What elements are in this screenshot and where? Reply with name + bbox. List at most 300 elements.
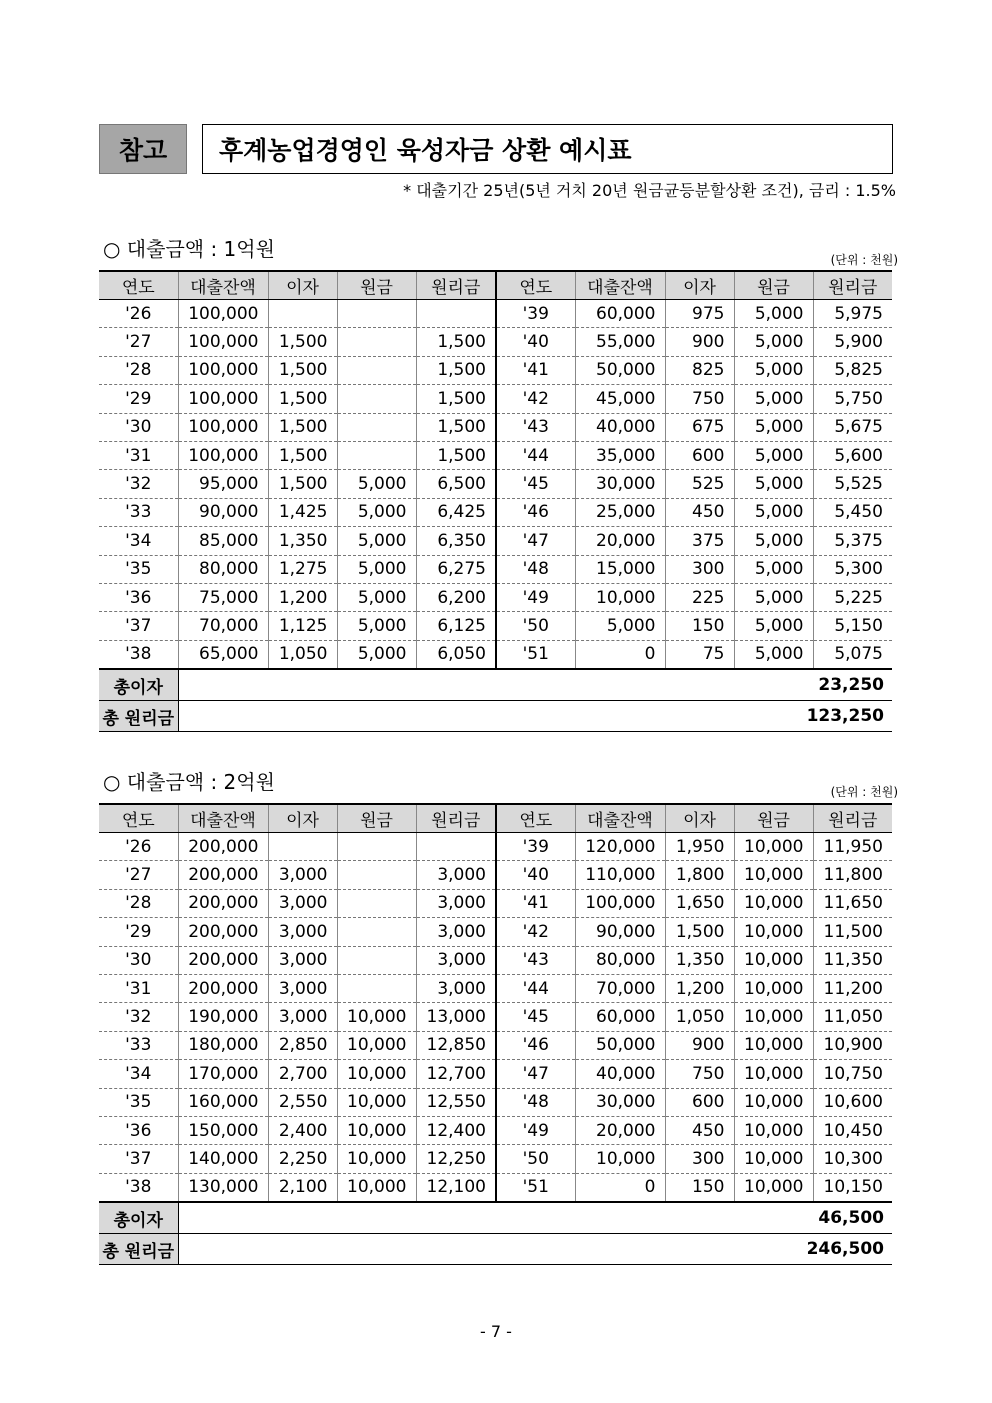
amount-cell: 90,000 xyxy=(575,918,665,946)
amount-cell xyxy=(337,918,416,946)
amount-cell: 10,000 xyxy=(337,1003,416,1031)
year-cell: '37 xyxy=(99,612,178,640)
amount-cell: 12,850 xyxy=(416,1031,496,1059)
amount-cell: 1,500 xyxy=(416,356,496,384)
year-cell: '36 xyxy=(99,1116,178,1144)
year-cell: '47 xyxy=(496,527,575,555)
amount-cell: 225 xyxy=(665,583,734,611)
amount-cell: 10,600 xyxy=(813,1088,892,1116)
amount-cell: 65,000 xyxy=(178,640,268,669)
amount-cell: 3,000 xyxy=(268,861,337,889)
year-cell: '45 xyxy=(496,470,575,498)
total-payment-label: 총 원리금 xyxy=(99,1234,178,1265)
amount-cell: 1,500 xyxy=(665,918,734,946)
amount-cell: 5,600 xyxy=(813,441,892,469)
amount-cell: 2,100 xyxy=(268,1173,337,1202)
amount-cell: 1,500 xyxy=(268,470,337,498)
amount-cell: 11,950 xyxy=(813,833,892,861)
amount-cell: 1,200 xyxy=(665,974,734,1002)
unit-label-2: (단위 : 천원) xyxy=(830,785,898,799)
amount-cell: 0 xyxy=(575,1173,665,1202)
year-cell: '48 xyxy=(496,1088,575,1116)
amount-cell: 190,000 xyxy=(178,1003,268,1031)
amount-cell: 525 xyxy=(665,470,734,498)
amount-cell: 10,000 xyxy=(337,1060,416,1088)
amount-cell: 3,000 xyxy=(268,918,337,946)
amount-cell: 5,000 xyxy=(337,498,416,526)
year-cell: '50 xyxy=(496,1145,575,1173)
amount-cell: 5,375 xyxy=(813,527,892,555)
amount-cell: 110,000 xyxy=(575,861,665,889)
column-header: 원리금 xyxy=(813,271,892,300)
amount-cell: 25,000 xyxy=(575,498,665,526)
amount-cell: 150,000 xyxy=(178,1116,268,1144)
amount-cell: 5,000 xyxy=(734,441,813,469)
amount-cell: 180,000 xyxy=(178,1031,268,1059)
year-cell: '50 xyxy=(496,612,575,640)
amount-cell: 5,750 xyxy=(813,385,892,413)
table-row xyxy=(99,1031,892,1059)
amount-cell: 11,050 xyxy=(813,1003,892,1031)
amount-cell: 10,000 xyxy=(734,974,813,1002)
year-cell: '49 xyxy=(496,583,575,611)
amount-cell xyxy=(337,328,416,356)
year-cell: '34 xyxy=(99,1060,178,1088)
amount-cell: 375 xyxy=(665,527,734,555)
amount-cell: 3,000 xyxy=(416,889,496,917)
amount-cell: 50,000 xyxy=(575,1031,665,1059)
table-row xyxy=(99,1060,892,1088)
amount-cell: 140,000 xyxy=(178,1145,268,1173)
amount-cell: 10,000 xyxy=(734,889,813,917)
year-cell: '46 xyxy=(496,1031,575,1059)
amount-cell: 11,200 xyxy=(813,974,892,1002)
amount-cell: 80,000 xyxy=(178,555,268,583)
year-cell: '38 xyxy=(99,1173,178,1202)
amount-cell xyxy=(337,833,416,861)
amount-cell: 5,000 xyxy=(575,612,665,640)
amount-cell: 975 xyxy=(665,300,734,328)
table-row xyxy=(99,413,892,441)
year-cell: '33 xyxy=(99,1031,178,1059)
amount-cell: 10,000 xyxy=(337,1173,416,1202)
amount-cell xyxy=(337,413,416,441)
amount-cell xyxy=(337,889,416,917)
amount-cell: 10,000 xyxy=(734,946,813,974)
table-row xyxy=(99,1088,892,1116)
column-header: 원리금 xyxy=(813,804,892,833)
amount-cell: 3,000 xyxy=(268,974,337,1002)
column-header: 대출잔액 xyxy=(178,804,268,833)
amount-cell: 300 xyxy=(665,555,734,583)
loan-condition-note: * 대출기간 25년(5년 거치 20년 원금균등분할상환 조건), 금리 : 1.5% xyxy=(403,181,896,200)
amount-cell: 3,000 xyxy=(268,889,337,917)
year-cell: '44 xyxy=(496,441,575,469)
amount-cell: 5,225 xyxy=(813,583,892,611)
amount-cell: 6,200 xyxy=(416,583,496,611)
amount-cell: 130,000 xyxy=(178,1173,268,1202)
amount-cell: 1,350 xyxy=(268,527,337,555)
year-cell: '42 xyxy=(496,918,575,946)
year-cell: '29 xyxy=(99,918,178,946)
amount-cell: 10,000 xyxy=(337,1116,416,1144)
year-cell: '40 xyxy=(496,861,575,889)
year-cell: '45 xyxy=(496,1003,575,1031)
amount-cell: 3,000 xyxy=(268,946,337,974)
year-cell: '27 xyxy=(99,861,178,889)
amount-cell: 35,000 xyxy=(575,441,665,469)
column-header: 원금 xyxy=(337,804,416,833)
amount-cell: 1,500 xyxy=(268,328,337,356)
amount-cell xyxy=(268,833,337,861)
amount-cell: 10,000 xyxy=(734,1145,813,1173)
year-cell: '39 xyxy=(496,300,575,328)
amount-cell: 170,000 xyxy=(178,1060,268,1088)
year-cell: '30 xyxy=(99,946,178,974)
table-row xyxy=(99,470,892,498)
column-header: 연도 xyxy=(496,804,575,833)
amount-cell: 10,900 xyxy=(813,1031,892,1059)
column-header: 원금 xyxy=(337,271,416,300)
table-row xyxy=(99,1003,892,1031)
amount-cell: 11,800 xyxy=(813,861,892,889)
amount-cell: 300 xyxy=(665,1145,734,1173)
amount-cell: 5,000 xyxy=(337,612,416,640)
year-cell: '41 xyxy=(496,356,575,384)
page-number: - 7 - xyxy=(480,1322,512,1341)
amount-cell xyxy=(337,861,416,889)
amount-cell: 12,400 xyxy=(416,1116,496,1144)
total-interest-label: 총이자 xyxy=(99,1202,178,1234)
amount-cell: 100,000 xyxy=(575,889,665,917)
column-header: 연도 xyxy=(99,804,178,833)
amount-cell: 2,400 xyxy=(268,1116,337,1144)
amount-cell: 5,000 xyxy=(734,612,813,640)
amount-cell: 10,150 xyxy=(813,1173,892,1202)
table-row xyxy=(99,918,892,946)
amount-cell: 2,550 xyxy=(268,1088,337,1116)
year-cell: '40 xyxy=(496,328,575,356)
column-header: 연도 xyxy=(99,271,178,300)
amount-cell: 5,825 xyxy=(813,356,892,384)
amount-cell: 11,650 xyxy=(813,889,892,917)
year-cell: '51 xyxy=(496,1173,575,1202)
total-interest-value: 46,500 xyxy=(178,1202,892,1234)
year-cell: '43 xyxy=(496,413,575,441)
total-payment-label: 총 원리금 xyxy=(99,701,178,732)
amount-cell: 6,500 xyxy=(416,470,496,498)
table-row xyxy=(99,612,892,640)
amount-cell: 1,500 xyxy=(268,413,337,441)
amount-cell: 5,000 xyxy=(734,385,813,413)
year-cell: '37 xyxy=(99,1145,178,1173)
table-row xyxy=(99,356,892,384)
amount-cell: 40,000 xyxy=(575,413,665,441)
year-cell: '43 xyxy=(496,946,575,974)
amount-cell: 5,150 xyxy=(813,612,892,640)
amount-cell: 200,000 xyxy=(178,889,268,917)
table-row xyxy=(99,385,892,413)
year-cell: '32 xyxy=(99,1003,178,1031)
amount-cell: 5,000 xyxy=(734,498,813,526)
amount-cell: 900 xyxy=(665,1031,734,1059)
amount-cell: 3,000 xyxy=(268,1003,337,1031)
year-cell: '30 xyxy=(99,413,178,441)
amount-cell: 5,000 xyxy=(337,470,416,498)
amount-cell xyxy=(337,356,416,384)
amount-cell: 200,000 xyxy=(178,974,268,1002)
amount-cell: 70,000 xyxy=(575,974,665,1002)
amount-cell: 50,000 xyxy=(575,356,665,384)
column-header: 이자 xyxy=(665,804,734,833)
amount-cell: 1,350 xyxy=(665,946,734,974)
year-cell: '41 xyxy=(496,889,575,917)
table-row xyxy=(99,328,892,356)
amount-cell: 5,000 xyxy=(734,328,813,356)
table-row xyxy=(99,974,892,1002)
year-cell: '28 xyxy=(99,889,178,917)
amount-cell: 75,000 xyxy=(178,583,268,611)
repayment-table-1 xyxy=(99,270,892,732)
amount-cell: 100,000 xyxy=(178,413,268,441)
amount-cell xyxy=(337,300,416,328)
year-cell: '44 xyxy=(496,974,575,1002)
year-cell: '49 xyxy=(496,1116,575,1144)
year-cell: '48 xyxy=(496,555,575,583)
amount-cell: 10,000 xyxy=(575,1145,665,1173)
section-title-1: ○ 대출금액 : 1억원 xyxy=(103,237,275,261)
amount-cell: 200,000 xyxy=(178,918,268,946)
section-title-2: ○ 대출금액 : 2억원 xyxy=(103,770,275,794)
amount-cell: 1,500 xyxy=(268,441,337,469)
total-payment-row xyxy=(99,1234,892,1265)
amount-cell: 200,000 xyxy=(178,833,268,861)
column-header: 대출잔액 xyxy=(575,804,665,833)
total-interest-label: 총이자 xyxy=(99,669,178,701)
amount-cell: 11,500 xyxy=(813,918,892,946)
amount-cell: 1,500 xyxy=(416,413,496,441)
amount-cell: 1,650 xyxy=(665,889,734,917)
amount-cell: 12,250 xyxy=(416,1145,496,1173)
amount-cell: 450 xyxy=(665,1116,734,1144)
column-header: 이자 xyxy=(268,271,337,300)
total-payment-value: 123,250 xyxy=(178,701,892,732)
amount-cell: 450 xyxy=(665,498,734,526)
amount-cell: 1,500 xyxy=(416,385,496,413)
amount-cell: 5,000 xyxy=(337,640,416,669)
repayment-table-2 xyxy=(99,803,892,1265)
amount-cell: 6,125 xyxy=(416,612,496,640)
amount-cell: 1,425 xyxy=(268,498,337,526)
amount-cell xyxy=(416,300,496,328)
amount-cell: 160,000 xyxy=(178,1088,268,1116)
year-cell: '38 xyxy=(99,640,178,669)
table-row xyxy=(99,1173,892,1202)
amount-cell: 5,000 xyxy=(337,527,416,555)
total-payment-value: 246,500 xyxy=(178,1234,892,1265)
table-row xyxy=(99,498,892,526)
table-row xyxy=(99,889,892,917)
amount-cell: 1,500 xyxy=(268,356,337,384)
amount-cell: 5,000 xyxy=(734,640,813,669)
amount-cell: 750 xyxy=(665,385,734,413)
amount-cell: 10,000 xyxy=(734,861,813,889)
amount-cell: 1,200 xyxy=(268,583,337,611)
amount-cell xyxy=(337,441,416,469)
amount-cell: 3,000 xyxy=(416,946,496,974)
amount-cell: 6,350 xyxy=(416,527,496,555)
amount-cell: 120,000 xyxy=(575,833,665,861)
amount-cell: 1,500 xyxy=(268,385,337,413)
amount-cell: 5,000 xyxy=(734,413,813,441)
table-row xyxy=(99,300,892,328)
amount-cell: 6,425 xyxy=(416,498,496,526)
amount-cell: 10,000 xyxy=(337,1031,416,1059)
table-row xyxy=(99,640,892,669)
amount-cell: 10,000 xyxy=(734,1003,813,1031)
amount-cell: 5,000 xyxy=(734,300,813,328)
amount-cell: 10,750 xyxy=(813,1060,892,1088)
year-cell: '34 xyxy=(99,527,178,555)
year-cell: '35 xyxy=(99,555,178,583)
amount-cell: 10,000 xyxy=(734,1173,813,1202)
year-cell: '26 xyxy=(99,300,178,328)
year-cell: '27 xyxy=(99,328,178,356)
year-cell: '32 xyxy=(99,470,178,498)
column-header: 이자 xyxy=(268,804,337,833)
amount-cell: 675 xyxy=(665,413,734,441)
amount-cell: 15,000 xyxy=(575,555,665,583)
table-row xyxy=(99,1145,892,1173)
column-header: 원금 xyxy=(734,804,813,833)
column-header: 대출잔액 xyxy=(178,271,268,300)
amount-cell: 100,000 xyxy=(178,441,268,469)
column-header: 대출잔액 xyxy=(575,271,665,300)
amount-cell: 10,000 xyxy=(734,1031,813,1059)
amount-cell: 10,000 xyxy=(734,918,813,946)
amount-cell: 6,275 xyxy=(416,555,496,583)
amount-cell: 6,050 xyxy=(416,640,496,669)
table-row xyxy=(99,441,892,469)
amount-cell: 75 xyxy=(665,640,734,669)
year-cell: '36 xyxy=(99,583,178,611)
amount-cell xyxy=(337,385,416,413)
amount-cell: 5,975 xyxy=(813,300,892,328)
amount-cell: 5,675 xyxy=(813,413,892,441)
year-cell: '51 xyxy=(496,640,575,669)
amount-cell: 5,300 xyxy=(813,555,892,583)
year-cell: '28 xyxy=(99,356,178,384)
year-cell: '35 xyxy=(99,1088,178,1116)
amount-cell: 5,000 xyxy=(734,356,813,384)
amount-cell xyxy=(337,974,416,1002)
amount-cell: 5,000 xyxy=(734,583,813,611)
year-cell: '33 xyxy=(99,498,178,526)
amount-cell: 1,050 xyxy=(268,640,337,669)
amount-cell: 0 xyxy=(575,640,665,669)
amount-cell: 60,000 xyxy=(575,300,665,328)
amount-cell: 100,000 xyxy=(178,385,268,413)
amount-cell: 100,000 xyxy=(178,328,268,356)
year-cell: '42 xyxy=(496,385,575,413)
amount-cell: 825 xyxy=(665,356,734,384)
year-cell: '39 xyxy=(496,833,575,861)
amount-cell: 5,900 xyxy=(813,328,892,356)
year-cell: '31 xyxy=(99,974,178,1002)
amount-cell: 5,450 xyxy=(813,498,892,526)
total-interest-row xyxy=(99,669,892,701)
amount-cell: 85,000 xyxy=(178,527,268,555)
year-cell: '46 xyxy=(496,498,575,526)
amount-cell: 3,000 xyxy=(416,974,496,1002)
amount-cell: 40,000 xyxy=(575,1060,665,1088)
amount-cell: 200,000 xyxy=(178,946,268,974)
amount-cell: 5,000 xyxy=(734,527,813,555)
year-cell: '29 xyxy=(99,385,178,413)
amount-cell: 3,000 xyxy=(416,861,496,889)
amount-cell: 20,000 xyxy=(575,527,665,555)
column-header: 연도 xyxy=(496,271,575,300)
column-header: 원리금 xyxy=(416,271,496,300)
amount-cell xyxy=(268,300,337,328)
amount-cell: 1,500 xyxy=(416,328,496,356)
amount-cell: 30,000 xyxy=(575,1088,665,1116)
amount-cell: 10,300 xyxy=(813,1145,892,1173)
amount-cell: 20,000 xyxy=(575,1116,665,1144)
document-header xyxy=(99,124,893,176)
amount-cell: 150 xyxy=(665,1173,734,1202)
amount-cell: 5,000 xyxy=(734,555,813,583)
unit-label-1: (단위 : 천원) xyxy=(830,253,898,267)
total-interest-row xyxy=(99,1202,892,1234)
amount-cell xyxy=(416,833,496,861)
amount-cell: 1,800 xyxy=(665,861,734,889)
total-payment-row xyxy=(99,701,892,732)
amount-cell: 600 xyxy=(665,1088,734,1116)
amount-cell: 70,000 xyxy=(178,612,268,640)
amount-cell: 90,000 xyxy=(178,498,268,526)
amount-cell: 2,700 xyxy=(268,1060,337,1088)
amount-cell: 13,000 xyxy=(416,1003,496,1031)
amount-cell: 12,700 xyxy=(416,1060,496,1088)
column-header: 원리금 xyxy=(416,804,496,833)
year-cell: '47 xyxy=(496,1060,575,1088)
amount-cell: 12,550 xyxy=(416,1088,496,1116)
amount-cell: 600 xyxy=(665,441,734,469)
amount-cell: 5,000 xyxy=(337,555,416,583)
amount-cell: 12,100 xyxy=(416,1173,496,1202)
amount-cell: 2,250 xyxy=(268,1145,337,1173)
amount-cell: 1,500 xyxy=(416,441,496,469)
year-cell: '26 xyxy=(99,833,178,861)
reference-badge: 참고 xyxy=(99,124,187,174)
amount-cell: 55,000 xyxy=(575,328,665,356)
amount-cell: 10,000 xyxy=(337,1145,416,1173)
amount-cell: 5,525 xyxy=(813,470,892,498)
amount-cell: 11,350 xyxy=(813,946,892,974)
total-interest-value: 23,250 xyxy=(178,669,892,701)
amount-cell: 1,275 xyxy=(268,555,337,583)
amount-cell: 10,000 xyxy=(734,1088,813,1116)
amount-cell: 750 xyxy=(665,1060,734,1088)
document-title: 후계농업경영인 육성자금 상환 예시표 xyxy=(202,124,893,174)
amount-cell: 30,000 xyxy=(575,470,665,498)
amount-cell: 150 xyxy=(665,612,734,640)
amount-cell: 1,050 xyxy=(665,1003,734,1031)
amount-cell: 10,000 xyxy=(734,1116,813,1144)
amount-cell: 45,000 xyxy=(575,385,665,413)
amount-cell: 95,000 xyxy=(178,470,268,498)
